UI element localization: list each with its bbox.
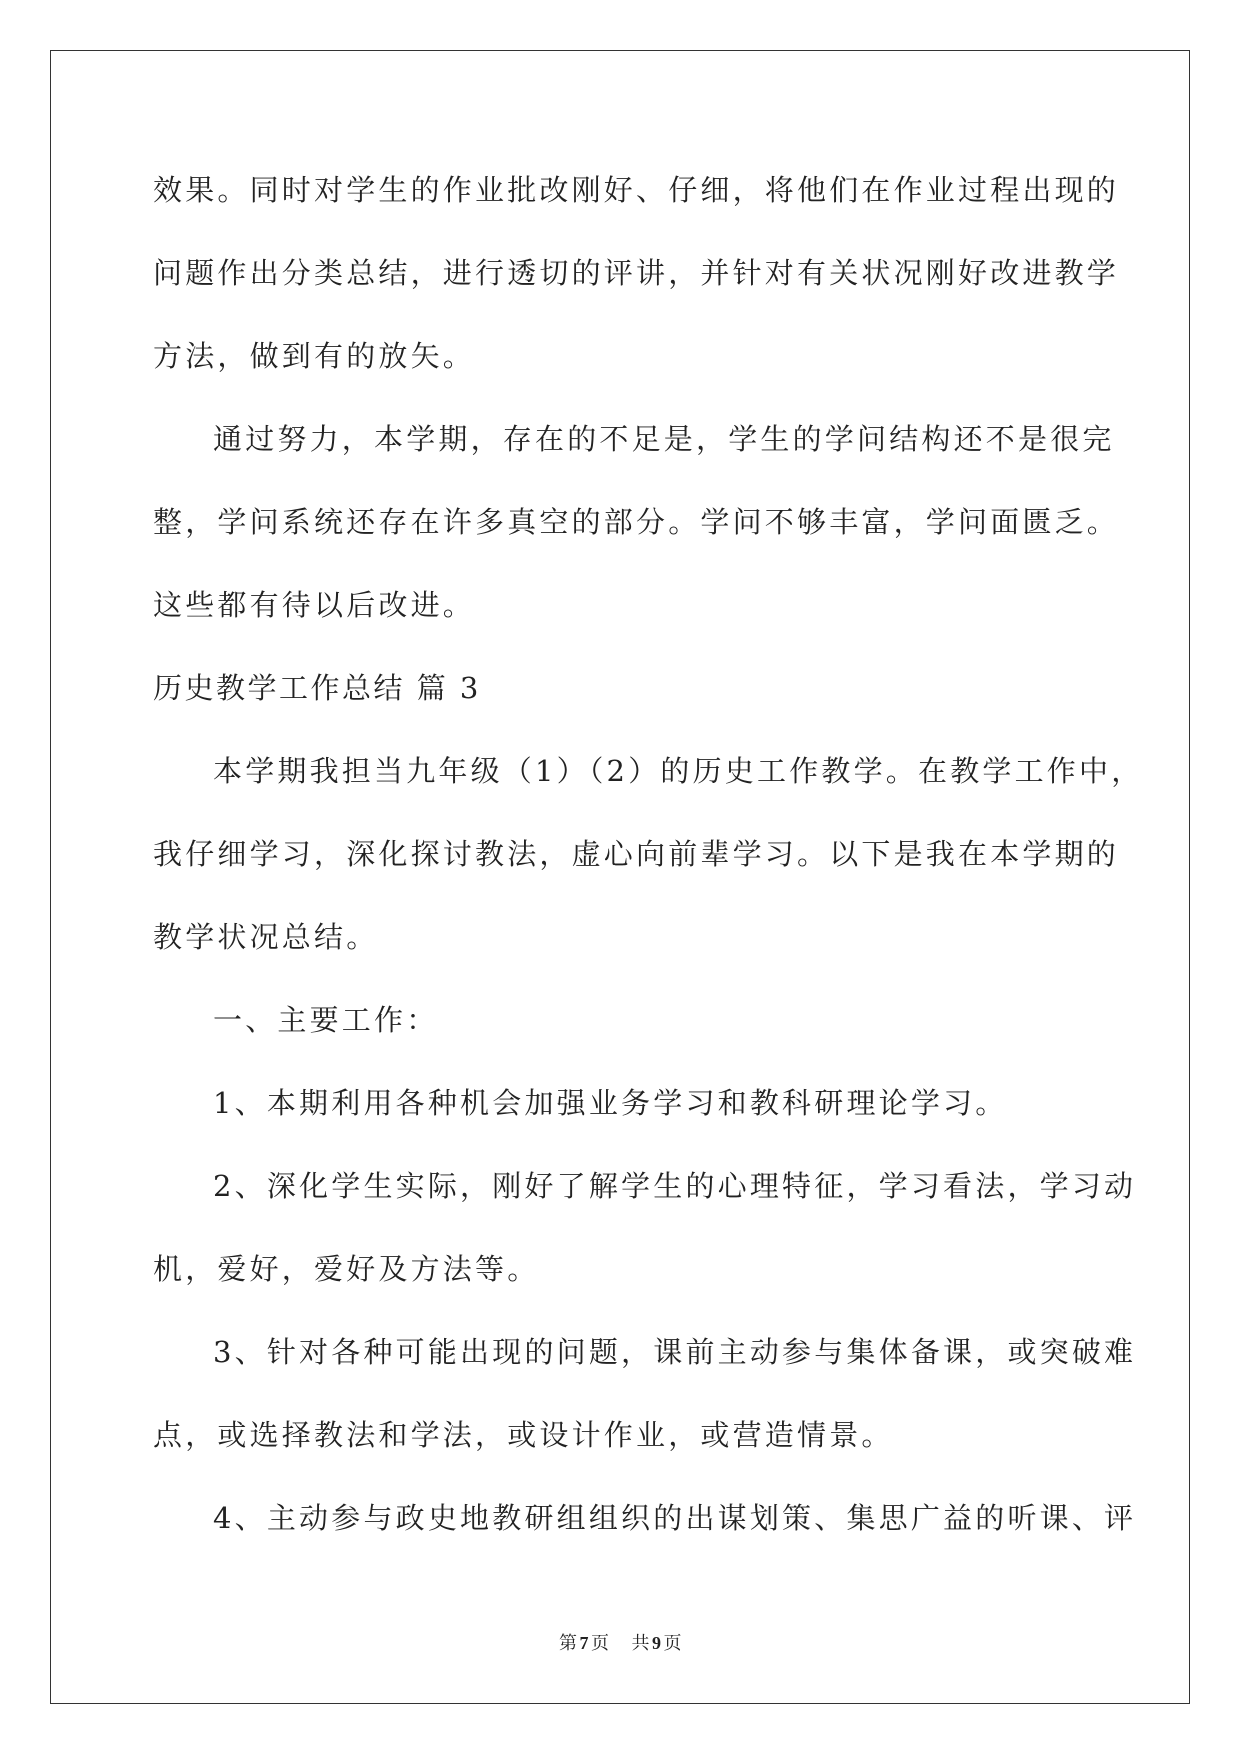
list-item: 3、针对各种可能出现的问题，课前主动参与集体备课，或突破难 — [213, 1335, 1137, 1369]
list-item: 1、本期利用各种机会加强业务学习和教科研理论学习。 — [213, 1086, 1008, 1120]
text-line: 我仔细学习，深化探讨教法，虚心向前辈学习。以下是我在本学期的 — [153, 837, 1120, 871]
text-line: 方法，做到有的放矢。 — [153, 339, 476, 373]
text-line: 本学期我担当九年级（1）（2）的历史工作教学。在教学工作中， — [213, 754, 1144, 788]
list-item: 2、深化学生实际，刚好了解学生的心理特征，学习看法，学习动 — [213, 1169, 1137, 1203]
total-pages: 9 — [652, 1633, 662, 1653]
list-item: 4、主动参与政史地教研组组织的出谋划策、集思广益的听课、评 — [213, 1501, 1137, 1535]
subsection-heading: 一、主要工作： — [213, 1003, 439, 1037]
text-line: 问题作出分类总结，进行透切的评讲，并针对有关状况刚好改进教学 — [153, 256, 1120, 290]
page-number: 7 — [579, 1633, 589, 1653]
page-prefix: 第 — [559, 1633, 578, 1654]
text-line: 效果。同时对学生的作业批改刚好、仔细，将他们在作业过程出现的 — [153, 173, 1120, 207]
text-line: 机，爱好，爱好及方法等。 — [153, 1252, 540, 1286]
section-heading: 历史教学工作总结 篇 3 — [153, 671, 481, 705]
text-line: 点，或选择教法和学法，或设计作业，或营造情景。 — [153, 1418, 894, 1452]
page-unit: 页 — [591, 1633, 610, 1654]
document-body — [153, 160, 1144, 1571]
text-line: 教学状况总结。 — [153, 920, 379, 954]
text-line: 整，学问系统还存在许多真空的部分。学问不够丰富，学问面匮乏。 — [153, 505, 1120, 539]
text-line: 这些都有待以后改进。 — [153, 588, 476, 622]
total-prefix: 共 — [631, 1633, 650, 1654]
text-line: 通过努力，本学期，存在的不足是，学生的学问结构还不是很完 — [213, 422, 1115, 456]
total-unit: 页 — [663, 1633, 682, 1654]
page-footer — [0, 1629, 1241, 1655]
